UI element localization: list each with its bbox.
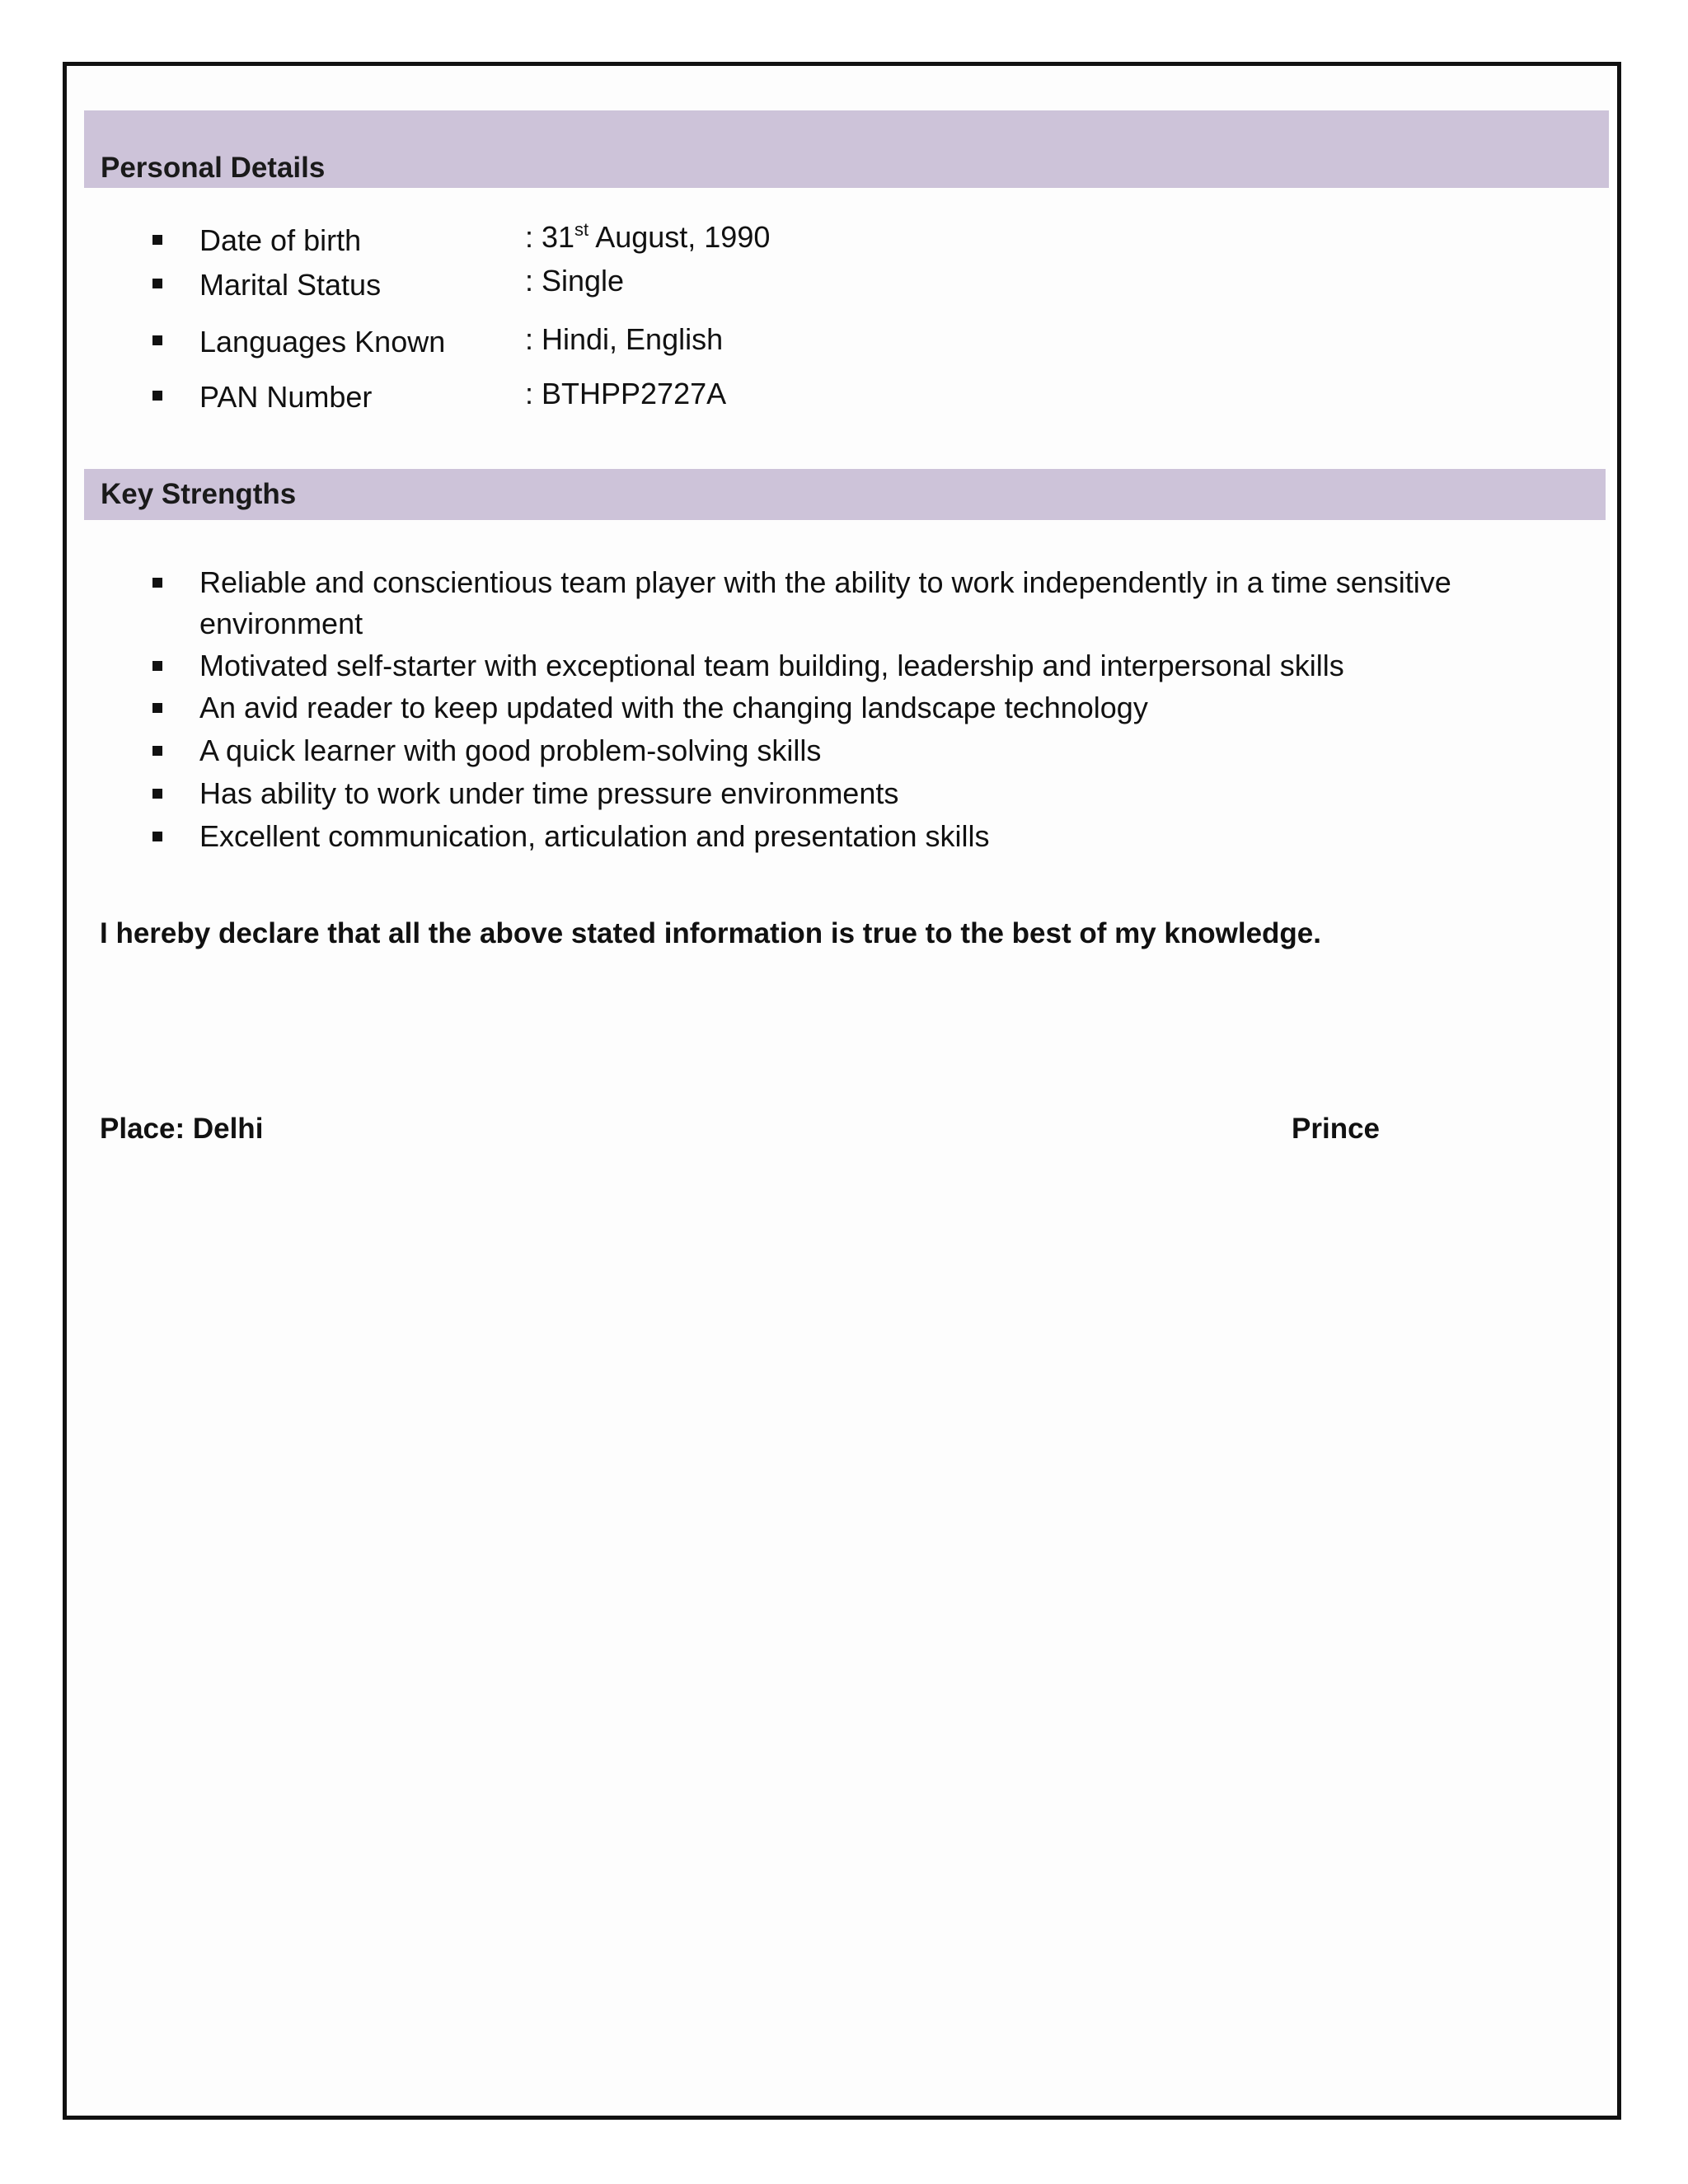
marital-status-label: Marital Status bbox=[199, 268, 382, 302]
bullet-icon bbox=[152, 832, 162, 841]
bullet-icon bbox=[152, 746, 162, 756]
personal-details-header bbox=[84, 110, 1609, 188]
personal-details-title: Personal Details bbox=[101, 152, 326, 184]
strength-item: Excellent communication, articulation and presentation skills bbox=[199, 819, 990, 853]
strength-item: Has ability to work under time pressure environments bbox=[199, 776, 899, 810]
bullet-icon bbox=[152, 661, 162, 671]
key-strengths-header bbox=[84, 469, 1606, 520]
pan-value: : BTHPP2727A bbox=[525, 377, 727, 410]
signature-name: Prince bbox=[1292, 1113, 1380, 1145]
bullet-icon bbox=[152, 578, 162, 588]
key-strengths-title: Key Strengths bbox=[101, 478, 297, 510]
declaration-text: I hereby declare that all the above stated information is true to the best of my knowledge. bbox=[100, 917, 1321, 949]
languages-value: : Hindi, English bbox=[525, 322, 724, 356]
bullet-icon bbox=[152, 703, 162, 713]
dob-value: : 31st August, 1990 bbox=[525, 219, 771, 254]
bullet-icon bbox=[152, 789, 162, 799]
strength-item: Reliable and conscientious team player with the ability to work independently in a time sensitive environment bbox=[199, 565, 1451, 640]
bullet-icon bbox=[152, 235, 162, 245]
marital-status-value: : Single bbox=[525, 264, 625, 298]
bullet-icon bbox=[152, 279, 162, 288]
dob-label: Date of birth bbox=[199, 223, 362, 257]
strength-item: Motivated self-starter with exceptional team building, leadership and interpersonal skills bbox=[199, 649, 1344, 682]
place-text: Place: Delhi bbox=[100, 1113, 264, 1145]
bullet-icon bbox=[152, 391, 162, 401]
bullet-icon bbox=[152, 335, 162, 345]
pan-label: PAN Number bbox=[199, 380, 373, 414]
strength-item: An avid reader to keep updated with the changing landscape technology bbox=[199, 691, 1148, 724]
page-border bbox=[63, 62, 1621, 2120]
languages-label: Languages Known bbox=[199, 325, 446, 359]
strength-item: A quick learner with good problem-solving skills bbox=[199, 733, 822, 767]
